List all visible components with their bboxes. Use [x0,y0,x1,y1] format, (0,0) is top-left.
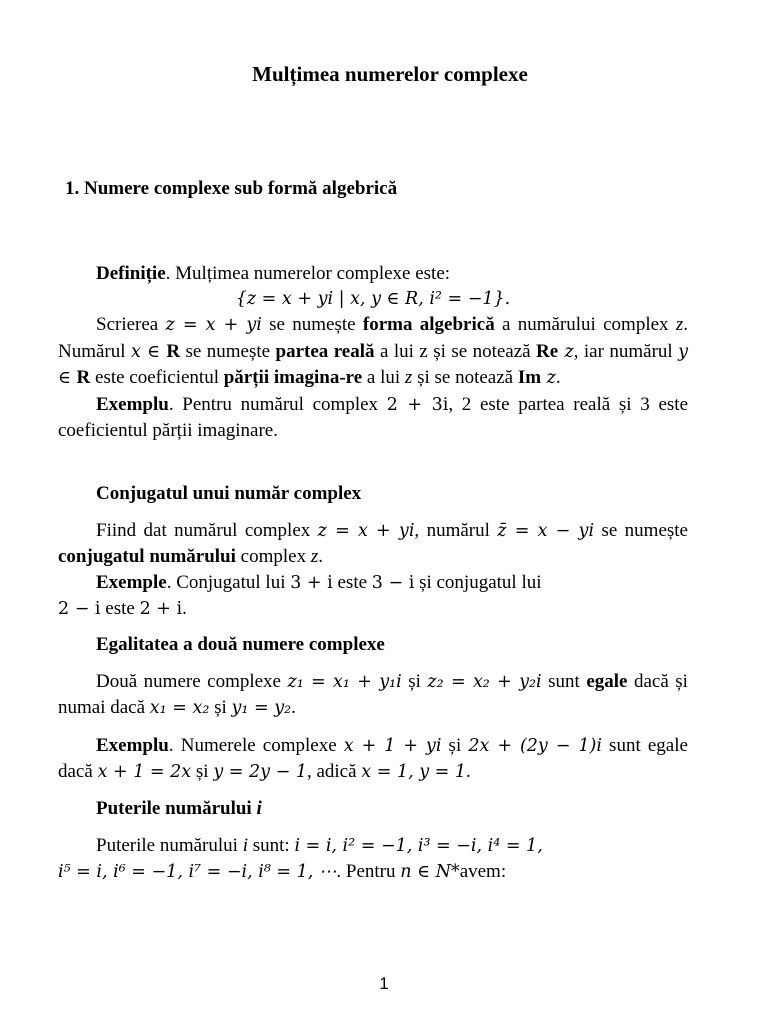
example-paragraph: Exemplu. Pentru numărul complex 2 + 3i, 2 este partea reală și 3 este coeficientul părții imaginare. [58,393,689,441]
powers-paragraph: Puterile numărului i sunt: i = i, i² = −1, i³ = −i, i⁴ = 1, i⁵ = i, i⁶ = −1, i⁷ = −i, i⁸ = 1, ⋯. Pentru n ∈ N*avem: [58,834,543,882]
set-formula: {z = x + yi | x, y ∈ R, i² = −1}. [235,288,511,309]
powers-block [58,796,688,886]
conjugate-block [58,481,688,623]
equality-heading: Egalitatea a două numere complexe [96,634,385,655]
examples-label: Exemple [96,571,167,593]
section-title: . Numere complexe sub formă algebrică [74,178,398,199]
equality-paragraph: Două numere complexe z₁ = x₁ + y₁i și z₂ = x₂ + y₂i sunt egale dacă și numai dacă x₁ = x₂ și y₁ = y₂. [58,670,688,718]
algebraic-form-paragraph: Scrierea z = x + yi se numește forma algebrică a numărului complex z. Numărul x ∈ R se numește partea reală a lui z și se notează Re z, iar numărul y ∈ R este coeficientul părții imagina-re a lui z și se notează Im z. [58,314,689,388]
powers-heading: Puterile numărului i [96,798,262,819]
example-label: Exemplu [96,734,169,756]
definition-paragraph: Definiție. Mulțimea numerelor complexe este: [96,263,451,284]
equality-example-paragraph: Exemplu. Numerele complexe x + 1 + yi și 2x + (2y − 1)i sunt egale dacă x + 1 = 2x și y = 2y − 1, adică x = 1, y = 1. [58,734,688,782]
conjugate-examples-paragraph: Exemple. Conjugatul lui 3 + i este 3 − i și conjugatul lui 2 − i este 2 + i. [58,571,542,619]
section-number: 1 [65,178,75,199]
page-number: 1 [379,974,389,993]
example-label: Exemplu [96,393,169,415]
definition-label: Definiție [96,263,166,284]
section-heading [65,178,397,200]
definition-block [58,261,688,444]
page-title: Mulțimea numerelor complexe [252,62,528,86]
conjugate-heading: Conjugatul unui număr complex [96,483,362,504]
conjugate-paragraph: Fiind dat numărul complex z = x + yi, numărul z̄ = x − yi se numește conjugatul numărului complex z. [58,519,688,567]
equality-block [58,632,688,786]
